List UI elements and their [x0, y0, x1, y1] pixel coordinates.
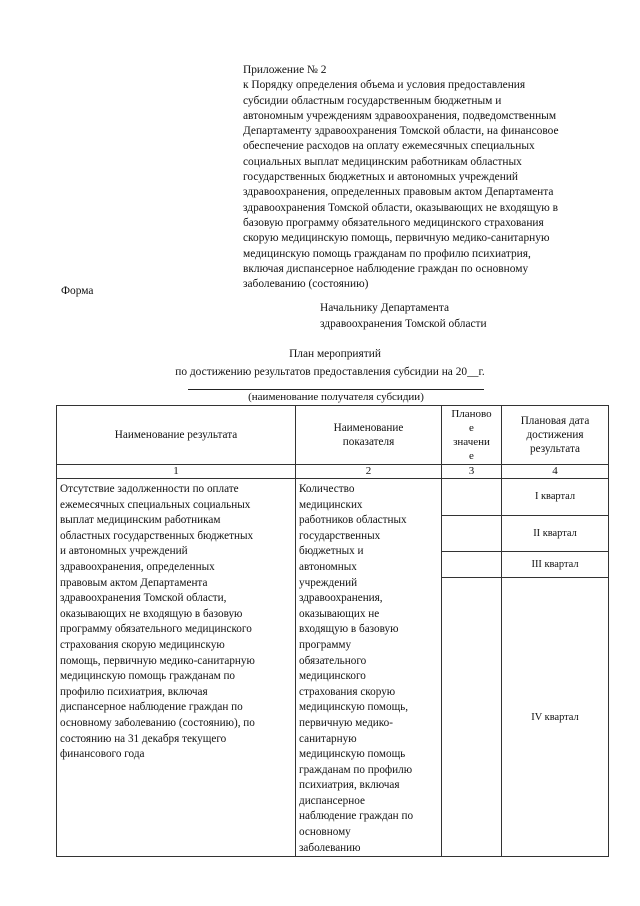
- result-line: профилю психиатрия, включая: [60, 685, 208, 698]
- recipient-name-line: [188, 389, 484, 390]
- addressee: [320, 300, 487, 332]
- header-result-name: Наименование результата: [57, 406, 296, 465]
- header-planned-date: [502, 406, 609, 465]
- result-line: помощь, первичную медико-санитарную: [60, 654, 255, 667]
- appendix-line: базовую программу обязательного медицинского страхования: [243, 216, 544, 229]
- header-text-line: Планово: [451, 408, 492, 420]
- quarter-cell: II квартал: [502, 515, 609, 552]
- result-line: Отсутствие задолженности по оплате: [60, 483, 239, 495]
- result-line: ежемесячных специальных социальных: [60, 498, 251, 511]
- result-line: и автономных учреждений: [60, 545, 188, 558]
- indicator-line: государственных: [299, 529, 381, 542]
- quarter-cell: I квартал: [502, 479, 609, 516]
- result-line: медицинскую помощь гражданам по: [60, 670, 236, 683]
- table-row: [57, 479, 609, 516]
- indicator-line: основному: [299, 826, 351, 839]
- header-indicator-name: [296, 406, 442, 465]
- indicator-line: медицинскую помощь,: [299, 701, 409, 714]
- indicator-line: наблюдение граждан по: [299, 810, 414, 823]
- result-line: оказывающих не входящую в базовую: [60, 607, 243, 620]
- indicator-line: гражданам по профилю: [299, 763, 413, 776]
- column-number: 2: [296, 465, 442, 479]
- quarter-cell: IV квартал: [502, 577, 609, 856]
- header-planned-value: [442, 406, 502, 465]
- indicator-line: страхования скорую: [299, 685, 396, 698]
- indicator-line: заболеванию: [299, 841, 361, 854]
- result-line: здравоохранения Томской области,: [60, 592, 227, 605]
- appendix-line: субсидии областным государственным бюджетным и: [243, 94, 502, 107]
- indicator-line: медицинского: [299, 670, 366, 683]
- indicator-line: оказывающих не: [299, 607, 380, 620]
- result-line: здравоохранения, определенных: [60, 560, 215, 573]
- appendix-line: социальных выплат медицинским работникам областных: [243, 155, 522, 168]
- indicator-line: здравоохранения,: [299, 592, 383, 605]
- result-line: страхования скорую медицинскую: [60, 638, 225, 651]
- result-line: выплат медицинским работникам: [60, 514, 221, 527]
- appendix-line: Приложение № 2: [243, 64, 327, 76]
- indicator-line: диспансерное: [299, 794, 365, 807]
- result-description: [57, 479, 296, 857]
- plan-title-block: [0, 345, 640, 381]
- quarter-cell: III квартал: [502, 552, 609, 578]
- result-line: программу обязательного медицинского: [60, 623, 252, 636]
- header-text-line: Наименование: [333, 422, 404, 434]
- result-line: финансового года: [60, 748, 145, 761]
- appendix-line: здравоохранения Томской области, оказывающих не входящую в: [243, 201, 559, 214]
- result-line: правовым актом Департамента: [60, 576, 208, 589]
- indicator-line: первичную медико-: [299, 716, 393, 729]
- header-text-line: е: [469, 422, 474, 434]
- appendix-line: здравоохранения, определенных правовым актом Департамента: [243, 186, 554, 199]
- column-number: 1: [57, 465, 296, 479]
- planned-value-cell: [442, 479, 502, 516]
- indicator-line: работников областных: [299, 514, 407, 527]
- indicator-line: медицинскую помощь: [299, 748, 406, 761]
- indicator-line: медицинских: [299, 498, 363, 511]
- form-label: Форма: [61, 285, 94, 297]
- plan-table: [56, 405, 609, 857]
- plan-title: План мероприятий: [289, 348, 381, 360]
- column-number: 4: [502, 465, 609, 479]
- indicator-line: психиатрия, включая: [299, 779, 400, 792]
- plan-subtitle: по достижению результатов предоставления субсидии на 20__г.: [175, 366, 485, 378]
- recipient-caption: (наименование получателя субсидии): [248, 391, 424, 403]
- header-text-line: Плановая дата: [520, 415, 590, 427]
- appendix-line: заболеванию (состоянию): [243, 278, 369, 291]
- indicator-line: учреждений: [299, 576, 358, 589]
- indicator-line: Количество: [299, 483, 355, 495]
- appendix-line: государственных бюджетных и автономных учреждений: [243, 171, 519, 184]
- result-line: состоянию на 31 декабря текущего: [60, 732, 227, 745]
- appendix-line: скорую медицинскую помощь, первичную медико-санитарную: [243, 232, 550, 245]
- header-text-line: значени: [453, 436, 490, 448]
- header-text-line: е: [469, 450, 474, 462]
- appendix-line: включая диспансерное наблюдение граждан по основному: [243, 262, 529, 275]
- planned-value-cell: [442, 577, 502, 856]
- appendix-line: медицинскую помощь гражданам по профилю психиатрия,: [243, 247, 531, 260]
- indicator-description: [296, 479, 442, 857]
- indicator-line: входящую в базовую: [299, 623, 399, 636]
- addressee-line: Начальнику Департамента: [320, 302, 450, 314]
- appendix-line: к Порядку определения объема и условия предоставления: [243, 79, 526, 92]
- result-line: областных государственных бюджетных: [60, 529, 254, 542]
- column-number: 3: [442, 465, 502, 479]
- table-header-row: [57, 406, 609, 465]
- indicator-line: программу: [299, 638, 352, 651]
- appendix-line: обеспечение расходов на оплату ежемесячных специальных: [243, 140, 535, 153]
- indicator-line: бюджетных и: [299, 545, 364, 558]
- indicator-line: обязательного: [299, 654, 367, 667]
- header-text-line: достижения: [526, 429, 584, 441]
- planned-value-cell: [442, 552, 502, 578]
- column-number-row: [57, 465, 609, 479]
- result-line: основному заболеванию (состоянию), по: [60, 716, 255, 729]
- header-text-line: показателя: [342, 436, 395, 448]
- appendix-heading: [243, 63, 615, 292]
- indicator-line: санитарную: [299, 732, 357, 745]
- header-text-line: результата: [530, 443, 580, 455]
- planned-value-cell: [442, 515, 502, 552]
- result-line: диспансерное наблюдение граждан по: [60, 701, 243, 714]
- appendix-line: автономным учреждениям здравоохранения, подведомственным: [243, 109, 557, 122]
- addressee-line: здравоохранения Томской области: [320, 318, 487, 330]
- indicator-line: автономных: [299, 560, 357, 573]
- appendix-line: Департаменту здравоохранения Томской области, на финансовое: [243, 125, 559, 138]
